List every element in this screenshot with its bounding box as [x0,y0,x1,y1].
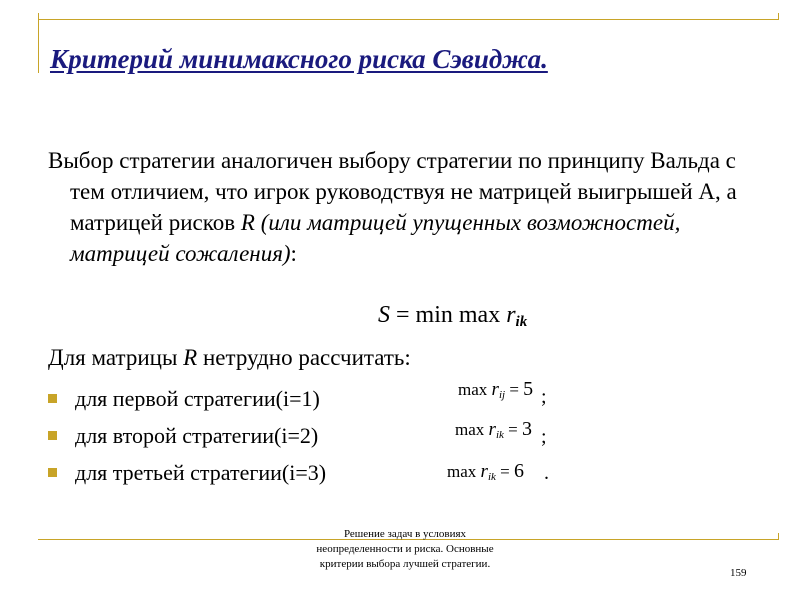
page-number: 159 [730,567,747,579]
calc-suffix: нетрудно рассчитать: [197,345,411,370]
max-word: max [447,462,481,481]
bottom-right-tick [778,533,779,540]
list-item [48,460,326,486]
footer-caption [200,527,610,572]
square-bullet-icon [48,394,57,403]
formula-minmax: = min max [390,302,507,328]
max-value: 3 [521,418,532,440]
square-bullet-icon [48,431,57,440]
intro-text: Выбор стратегии аналогичен выбору стратегии по принципу Вальда с тем отличием, что игрок руководствуя не матрицей выигрышей А, а матрицей рисков [48,148,737,235]
savage-formula [378,302,527,329]
calc-intro [48,345,411,371]
max-eq: = [503,420,522,439]
formula-lhs: S [378,302,390,328]
max-formula-1 [458,378,547,408]
max-subscript: ij [498,389,506,401]
max-var: r [491,379,499,400]
max-punct: ; [541,426,547,448]
intro-italic-note: (или матрицей упущенных возможностей, матрицей сожаления) [70,210,681,266]
max-var: r [480,461,488,482]
list-item-label: для второй стратегии(i=2) [75,423,319,448]
max-eq: = [505,380,524,399]
footer-caption-line: Решение задач в условиях [343,528,467,540]
list-item [48,386,320,412]
intro-paragraph [48,145,770,269]
max-var: r [488,419,496,440]
footer-caption-line: неопределенности и риска. Основные [316,543,494,555]
max-punct: . [544,462,549,484]
top-right-tick [778,13,779,20]
list-item-label: для первой стратегии(i=1) [75,386,320,411]
max-value: 5 [523,378,534,400]
formula-var: r [506,302,516,328]
square-bullet-icon [48,468,57,477]
list-item [48,423,318,449]
max-value: 6 [513,460,524,482]
max-formula-3 [447,460,549,484]
max-eq: = [495,462,514,481]
max-word: max [458,380,492,399]
max-subscript: ik [495,429,504,441]
calc-symbol: R [183,345,198,370]
max-word: max [455,420,489,439]
left-divider [38,13,39,73]
list-item-label: для третьей стратегии(i=3) [75,460,327,485]
calc-prefix: Для матрицы [48,345,184,370]
max-subscript: ik [487,471,496,483]
max-punct: ; [541,386,547,408]
top-divider [38,19,779,20]
matrix-r-symbol: R [240,210,255,235]
footer-caption-line: критерии выбора лучшей стратегии. [319,558,491,570]
formula-subscript: ik [515,314,528,330]
slide-title: Критерий минимаксного риска Сэвиджа. [50,44,548,74]
max-formula-2 [455,418,547,448]
intro-colon: : [290,241,297,266]
